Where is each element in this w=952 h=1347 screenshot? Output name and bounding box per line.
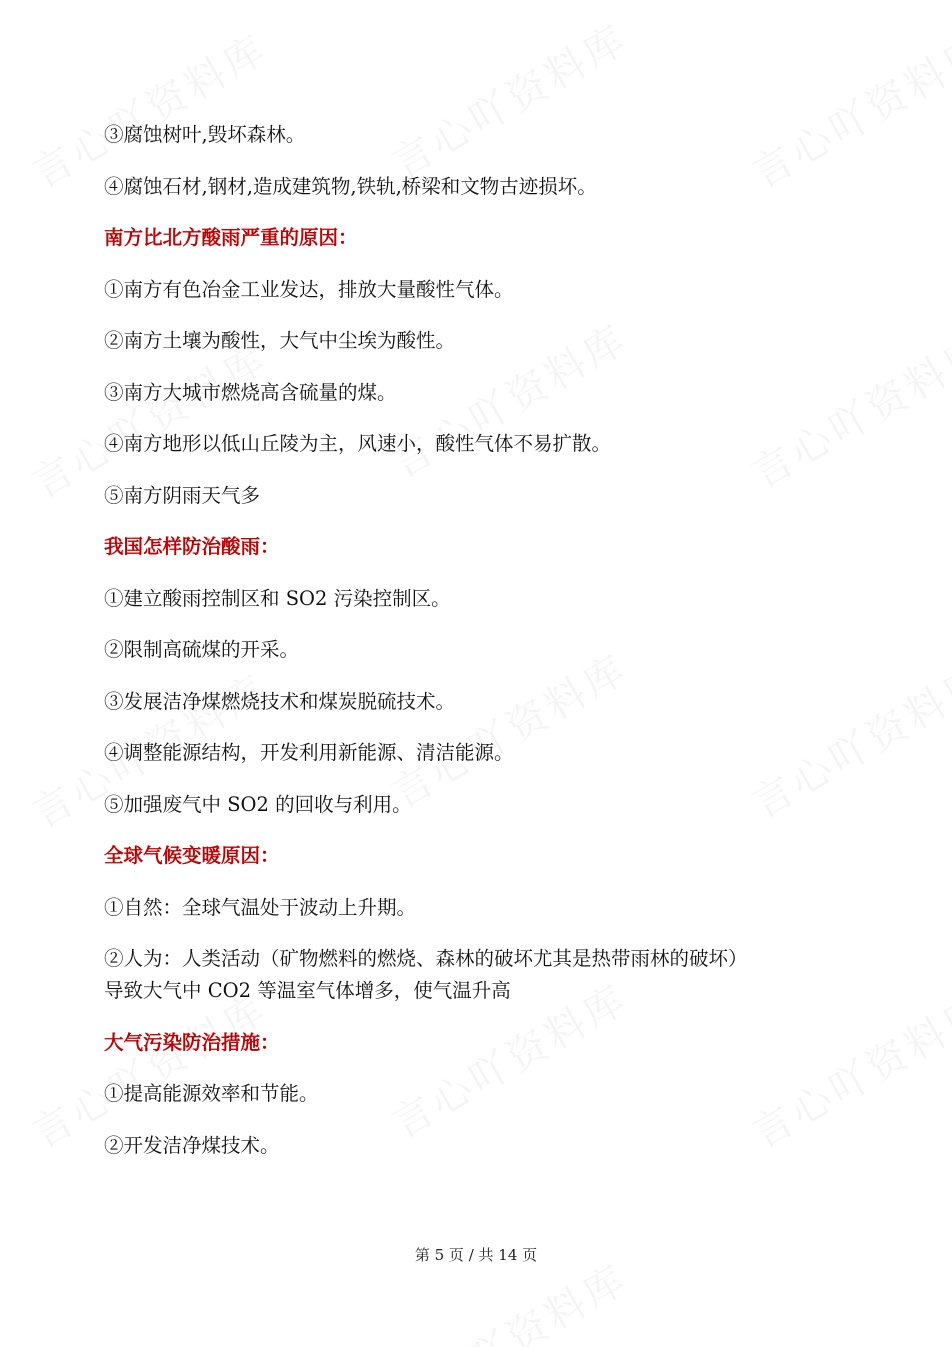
- list-item: ③南方大城市燃烧高含硫量的煤。: [104, 380, 397, 404]
- section-heading: 我国怎样防治酸雨：: [104, 535, 280, 558]
- list-item: ②南方土壤为酸性，大气中尘埃为酸性。: [104, 329, 456, 352]
- list-item: ③发展洁净煤燃烧技术和煤炭脱硫技术。: [104, 689, 456, 713]
- list-item: ⑤南方阴雨天气多: [104, 483, 261, 507]
- list-item: ②人为：人类活动（矿物燃料的燃烧、森林的破坏尤其是热带雨林的破坏）: [104, 947, 748, 970]
- list-item: ④南方地形以低山丘陵为主，风速小，酸性气体不易扩散。: [104, 432, 612, 455]
- document-body: [104, 119, 864, 1181]
- list-item: ①自然：全球气温处于波动上升期。: [104, 895, 417, 919]
- section-heading: 南方比北方酸雨严重的原因：: [104, 226, 358, 249]
- list-item: ②开发洁净煤技术。: [104, 1133, 280, 1157]
- list-item-continuation: 导致大气中 CO2 等温室气体增多，使气温升高: [104, 979, 511, 1002]
- list-item: ①南方有色冶金工业发达，排放大量酸性气体。: [104, 277, 514, 301]
- section-heading: 大气污染防治措施：: [104, 1030, 280, 1054]
- section-heading: 全球气候变暖原因：: [104, 844, 280, 867]
- list-item: ①建立酸雨控制区和 SO2 污染控制区。: [104, 586, 451, 610]
- list-item: ④腐蚀石材,钢材,造成建筑物,铁轨,桥梁和文物古迹损坏。: [104, 174, 597, 198]
- list-item: ⑤加强废气中 SO2 的回收与利用。: [104, 792, 412, 816]
- page-footer: 第 5 页 / 共 14 页: [414, 1246, 538, 1264]
- list-item: ①提高能源效率和节能。: [104, 1082, 319, 1105]
- list-item: ②限制高硫煤的开采。: [104, 638, 300, 661]
- list-item: ④调整能源结构，开发利用新能源、清洁能源。: [104, 741, 514, 764]
- list-item: ③腐蚀树叶,毁坏森林。: [104, 123, 306, 146]
